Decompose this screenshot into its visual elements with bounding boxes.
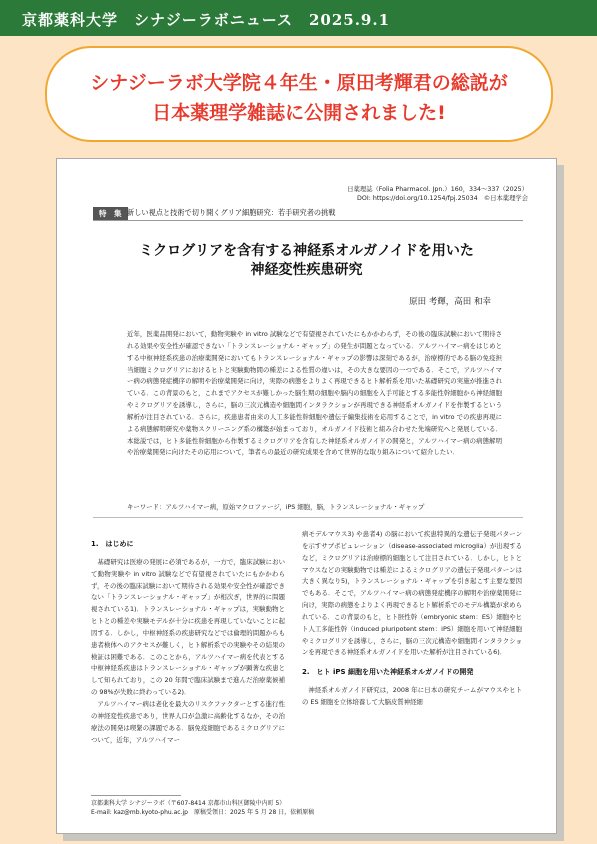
footnote (91, 799, 314, 817)
citation-line-2: DOI: https://doi.org/10.1254/fpj.25034 ©日本薬理学会 (357, 195, 528, 202)
paper-page (56, 158, 557, 834)
title-line-2: 神経変性疾患研究 (250, 262, 363, 278)
section-1-paragraph-2: アルツハイマー病は老化を最大のリスクファクターとする進行性の神経変性疾患であり，世界人口が急激に高齢化するなか，その治療法の開発は喫緊の課題である．脳免疫細胞であるミクログリアについて，近年，アルツハイマー (91, 699, 285, 744)
right-paragraph-1: 病モデルマウス3) や患者4) の脳において疾患特異的な遺伝子発現パターンを示すサブポピュレーション（disease-associated microglia）が出現するなど，ミクログリアは治療標的細胞として注目されている．しかし，ヒトとマウスなどの実験動物では種差によるミクログリアの遺伝子発現パターンは大きく異なり5)，トランスレーショナル・ギャップを引き起こす主要な要因でもある．そこで，アルツハイマー病の病態発症機序の解明や治療薬開発に向け，実際の病態をよりよく再現できるヒト解析系でのモデル構築が求められている．この背景のもと，ヒト胚性幹（embryonic stem：ES）細胞やヒト人工多能性幹（induced pluripotent stem：iPS）細胞を用いて神経細胞やミクログリアを誘導し，さらに，脳の三次元構造や細胞間インタラクションを再現できる神経系オルガノイドを用いた解析が注目されている6)． (302, 530, 522, 657)
footnote-line-2: E-mail: kaz@mb.kyoto-phu.ac.jp 原稿受領日：2025 年 5 月 28 日，依頼原稿 (91, 809, 315, 816)
right-column (302, 529, 522, 709)
headline-bubble (45, 46, 553, 142)
series-title: 新しい視点と技術で切り開くグリア細胞研究：若手研究者の挑戦 (127, 208, 336, 217)
title-line-1: ミクログリアを含有する神経系オルガノイドを用いた (139, 243, 474, 259)
section-2-heading: 2. ヒト iPS 細胞を用いた神経系オルガノイドの開発 (302, 668, 474, 677)
divider (93, 517, 523, 518)
newsletter-header (0, 0, 597, 36)
left-column (91, 539, 285, 746)
headline-line-1: シナジーラボ大学院４年生・原田考輝君の総説が (90, 72, 508, 94)
section-2-paragraph-1: 神経系オルガノイド研究は，2008 年に日本の研究チームがマウスやヒトの ES 細胞を立体培養して大脳皮質神経細 (302, 686, 522, 706)
keywords: キーワード：アルツハイマー病，原始マクロファージ，iPS 細胞，脳，トランスレーショナル・ギャップ (127, 503, 425, 511)
headline-line-2: 日本薬理学雑誌に公開されました! (152, 102, 446, 124)
divider (93, 220, 523, 221)
section-tag: 特 集 (93, 207, 128, 220)
section-1-heading: 1. はじめに (91, 540, 134, 548)
citation-line-1: 日薬理誌（Folia Pharmacol. Jpn.）160，334～337（2025） (347, 186, 528, 193)
footnote-rule (91, 795, 181, 796)
header-text: 京都薬科大学 シナジーラボニュース 2025.9.1 (22, 11, 391, 29)
citation-block (347, 185, 528, 203)
authors: 原田 考輝，高田 和幸 (409, 297, 491, 307)
abstract: 近年，医薬品開発において，動物実験や in vitro 試験などで有望視されていたにもかかわらず，その後の臨床試験において期待される効果や安全性が確認できない「トランスレーショナル・ギャップ」の発生が問題となっている．アルツハイマー病をはじめとする中枢神経系疾患の治療薬開発においてもトランスレーショナル・ギャップの影響は深刻であるが，治療標的である脳の免疫担当細胞ミクログリアにおけるヒトと実験動物間の種差による性質の違いは，その大きな要因の一つである．そこで，アルツハイマー病の病態発症機序の解明や治療薬開発に向け，実際の病態をよりよく再現できるヒト解析系を用いた基礎研究の実施が推進されている．この背景のもと，これまでアクセスが難しかった脳生期の細胞や脳内の細胞を入手可能とする多能性幹細胞から神経細胞やミクログリアを誘導し，さらに，脳の三次元構造や細胞間インタラクションが再現できる神経系オルガノイドを作製するという解析が注目されている．さらに，疾患患者由来の人工多能性幹細胞や遺伝子編集技術を応用することで，in vitro での疾患再現による病態解明研究や薬物スクリーニング系の構築が始まっており，オルガノイド技術と組み合わせた先端研究へと発展している．本総説では，ヒト多能性幹細胞から作製するミクログリアを含有した神経系オルガノイドの開発と，アルツハイマー病の病態解明や治療薬開発に向けたその応用について，筆者らの最近の研究成果を含めて世界的な取り組みについて紹介したい． (127, 330, 502, 457)
section-1-paragraph-1: 基礎研究は医療の発展に必須であるが，一方で，臨床試験において動物実験や in vitro 試験などで有望視されていたにもかかわらず，その後の臨床試験において期待される効果や安全性が確認できない「トランスレーショナル・ギャップ」が相次ぎ，世界的に問題視されている1)．トランスレーショナル・ギャップは，実験動物とヒトとの種差や実験モデルが十分に疾患を再現していないことに起因する．しかし，中枢神経系の疾患研究などでは倫理的問題からも患者検体へのアクセスが難しく，ヒト解析系での実験やその結果の検証は困難である．このことから，アルツハイマー病を代表とする中枢神経系疾患はトランスレーショナル・ギャップが顕著な疾患として知られており，この 20 年間で臨床試験まで進んだ治療薬候補の 98%が失敗に終わっている2)． (91, 557, 285, 697)
footnote-line-1: 京都薬科大学 シナジーラボ（〒607-8414 京都市山科区御陵中内町 5） (91, 800, 286, 807)
